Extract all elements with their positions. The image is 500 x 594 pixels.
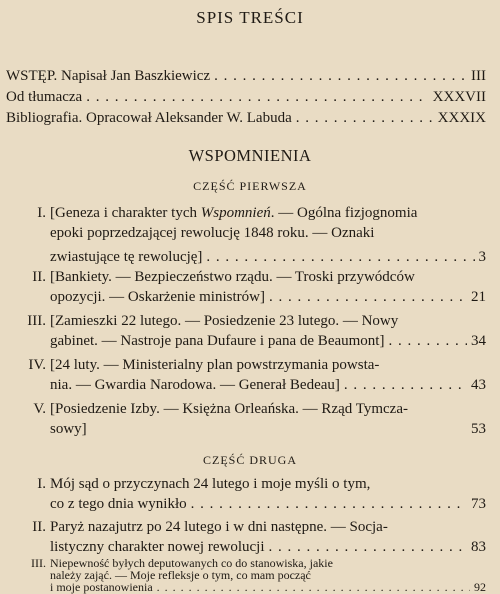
part1-title: CZĘŚĆ PIERWSZA [193, 179, 307, 193]
toc-entry-p1-3 [12, 311, 486, 351]
dot-leader [344, 375, 467, 395]
entry-line-1: [24 luty. — Ministerialny plan powstrzymania powsta- [50, 357, 380, 373]
dot-leader [388, 331, 467, 351]
dot-leader [214, 66, 467, 86]
entry-number: II. [32, 269, 46, 285]
entry-text: WSTĘP. Napisał Jan Baszkiewicz [6, 68, 211, 84]
entry-page: III [471, 68, 486, 84]
entry-page: XXXIX [437, 110, 486, 126]
entry-line-1: Niepewność byłych deputowanych co do stanowiska, jakie [50, 556, 333, 570]
entry-line-1: [Bankiety. — Bezpieczeństwo rządu. — Troski przywódców [50, 269, 415, 285]
entry-line-1: [Zamieszki 22 lutego. — Posiedzenie 23 lutego. — Nowy [50, 313, 399, 329]
entry-line-2: co z tego dnia wynikło [50, 496, 187, 512]
toc-entry-p1-1 [12, 203, 486, 267]
entry-page: 34 [471, 333, 486, 349]
entry-text: [Geneza i charakter tych [50, 205, 201, 221]
entry-number: III. [27, 313, 46, 329]
entry-page: 53 [471, 421, 486, 437]
entry-page: 83 [471, 539, 486, 555]
toc-entry-p2-3 [12, 557, 486, 593]
toc-entry-wstep [6, 66, 486, 86]
entry-page: 3 [478, 249, 486, 265]
entry-line-2: listyczny charakter nowej rewolucji [50, 539, 265, 555]
entry-page: 43 [471, 377, 486, 393]
toc-entry-p2-2 [12, 517, 486, 557]
entry-line-2: epoki poprzedzającej rewolucję 1848 roku. — Oznaki [50, 225, 375, 241]
toc-title: SPIS TREŚCI [196, 8, 304, 27]
entry-line-2: opozycji. — Oskarżenie ministrów] [50, 289, 265, 305]
entry-text: Od tłumacza [6, 89, 83, 105]
entry-line-1 [50, 203, 417, 223]
entry-number: I. [37, 476, 46, 492]
entry-text: . — Ogólna fizjognomia [270, 205, 418, 221]
entry-line-2: gabinet. — Nastroje pana Dufaure i pana de Beaumont] [50, 333, 385, 349]
entry-line-3: zwiastujące tę rewolucję] [50, 249, 203, 265]
entry-page: 21 [471, 289, 486, 305]
toc-entry-p1-5 [12, 399, 486, 439]
entry-line-2: nia. — Gwardia Narodowa. — Generał Bedeau] [50, 377, 340, 393]
entry-line-3: i moje postanowienia [50, 580, 153, 594]
dot-leader [269, 537, 468, 557]
entry-line-1: Mój sąd o przyczynach 24 lutego i moje myśli o tym, [50, 476, 371, 492]
toc-entry-p1-2 [12, 267, 486, 307]
entry-number: II. [32, 519, 46, 535]
entry-number: I. [37, 205, 46, 221]
entry-number: IV. [28, 357, 46, 373]
entry-line-row [12, 581, 486, 593]
dot-leader [191, 494, 467, 514]
entry-line-2: sowy] [50, 421, 87, 437]
dot-leader [269, 287, 467, 307]
dot-leader [296, 108, 434, 128]
dot-leader [157, 581, 470, 593]
entry-line-1: Paryż nazajutrz po 24 lutego i w dni następne. — Socja- [50, 519, 388, 535]
entry-text-italic: Wspomnień [200, 205, 271, 221]
section-title: WSPOMNIENIA [188, 146, 312, 165]
entry-page: 73 [471, 496, 486, 512]
toc-entry-p2-1 [12, 474, 486, 514]
part2-title: CZĘŚĆ DRUGA [202, 453, 297, 467]
toc-entry-p1-4 [12, 355, 486, 395]
toc-entry-od-tlumacza [6, 87, 486, 107]
toc-entry-bibliografia [6, 108, 486, 128]
entry-text: Bibliografia. Opracował Aleksander W. Labuda [6, 110, 292, 126]
entry-page: 92 [474, 580, 486, 594]
dot-leader [206, 247, 474, 267]
entry-number: V. [33, 401, 46, 417]
entry-line-2: należy zająć. — Moje refleksje o tym, co mam począć [50, 568, 311, 582]
entry-number: III. [31, 556, 46, 570]
entry-page: XXXVII [432, 89, 486, 105]
dot-leader [86, 87, 428, 107]
entry-line-1: [Posiedzenie Izby. — Księżna Orleańska. — Rząd Tymcza- [50, 401, 408, 417]
